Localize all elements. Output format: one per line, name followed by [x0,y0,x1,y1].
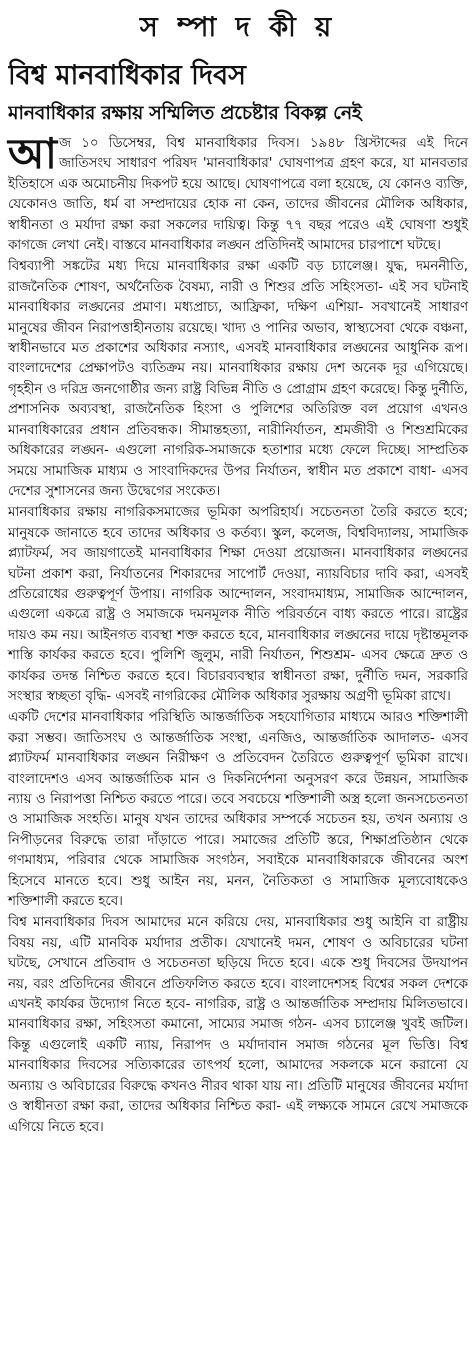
paragraph-1 [8,129,468,256]
paragraph-2: বিশ্বব্যাপী সঙ্কটের মধ্য দিয়ে মানবাধিকার রক্ষা একটি বড় চ্যালেঞ্জ। যুদ্ধ, দমননীতি, রাজনৈতিক শোষণ, অর্থনৈতিক বৈষম্য, নারী ও শিশুর প্রতি সহিংসতা- এই সব ঘটনাই মানবাধিকার লঙ্ঘনের প্রমাণ। মধ্যপ্রাচ্য, আফ্রিকা, দক্ষিণ এশিয়া- সবখানেই সাধারণ মানুষের জীবন নিরাপত্তাহীনতায় রয়েছে। খাদ্য ও পানির অভাব, স্বাস্থ্যসেবা থেকে বঞ্চনা, স্বাধীনভাবে মত প্রকাশের অধিকার নস্যাৎ, এসবই মানবাধিকার লঙ্ঘনের আধুনিক রূপ। বাংলাদেশের প্রেক্ষাপটও ব্যতিক্রম নয়। মানবাধিকার রক্ষায় দেশ অনেক দূর এগিয়েছে। গৃহহীন ও দরিদ্র জনগোষ্ঠীর জন্য রাষ্ট্র বিভিন্ন নীতি ও প্রোগ্রাম গ্রহণ করেছে। কিন্তু দুর্নীতি, প্রশাসনিক অব্যবস্থা, রাজনৈতিক হিংসা ও পুলিশের অতিরিক্ত বল প্রয়োগ এখনও মানবাধিকারের প্রধান প্রতিবন্ধক। সীমান্তহত্যা, নারীনির্যাতন, শ্রমজীবী ও শিশুশ্রমিকের অধিকারের লঙ্ঘন- এগুলো নাগরিক-সমাজকে হতাশার মধ্যে ফেলে দিচ্ছে। সাম্প্রতিক সময়ে সামাজিক মাধ্যম ও সাংবাদিকদের উপর নির্যাতন, স্বাধীন মত প্রকাশে বাধা- এসব দেশের সুশাসনের জন্য উদ্বেগের সংকেত। [8,259,468,499]
paragraph-text: জ ১০ ডিসেম্বর, বিশ্ব মানবাধিকার দিবস। ১৯৪৮ খ্রিস্টাব্দের এই দিনে জাতিসংঘ সাধারণ পরিষদ 'মানবাধিকার' ঘোষণাপত্র গ্রহণ করে, যা মানবতার ইতিহাসে এক অমোচনীয় দিকপট হয়ে আছে। ঘোষণাপত্রে বলা হয়েছে, যে কোনও ব্যক্তি, যেকোনও জাতি, ধর্ম বা সম্প্রদায়ের হোক না কেন, তাদের জীবনের মৌলিক অধিকার, স্বাধীনতা ও মর্যাদা রক্ষা করা সকলের দায়িত্ব। কিন্তু ৭৭ বছর পরেও এই ঘোষণা শুধুই কাগজে লেখা নেই। বাস্তবে মানবাধিকার লঙ্ঘন প্রতিদিনই আমাদের চারপাশে ঘটছে। [8,136,468,254]
headline: বিশ্ব মানবাধিকার দিবস [8,60,246,91]
paragraph-3: মানবাধিকার রক্ষায় নাগরিকসমাজের ভূমিকা অপরিহার্য। সচেতনতা তৈরি করতে হবে; মানুষকে জানাতে হবে তাদের অধিকার ও কর্তব্য। স্কুল, কলেজ, বিশ্ববিদ্যালয়, সামাজিক প্ল্যাটফর্ম, সব জায়গাতেই মানবাধিকার শিক্ষা দেওয়া প্রয়োজন। মানবাধিকার লঙ্ঘনের ঘটনা প্রকাশ করা, নির্যাতনের শিকারদের সাপোর্ট দেওয়া, ন্যায়বিচার দাবি করা, এসবই প্রতিরোধের গুরুত্বপূর্ণ উপায়। নাগরিক আন্দোলন, সংবাদমাধ্যম, সামাজিক আন্দোলন, এগুলো একত্রে রাষ্ট্র ও সমাজকে দমনমূলক নীতি পরিবর্তনে বাধ্য করতে পারে। রাষ্ট্রের দায়ও কম নয়। আইনগত ব্যবস্থা শক্ত করতে হবে, মানবাধিকার লঙ্ঘনের দায়ে দৃষ্টান্তমূলক শাস্তি কার্যকর করতে হবে। পুলিশি জুলুম, নারী নির্যাতন, শিশুশ্রম- এসব ক্ষেত্রে দ্রুত ও কার্যকর তদন্ত নিশ্চিত করতে হবে। বিচারব্যবস্থার স্বাধীনতা রক্ষা, দুর্নীতি দমন, সরকারি সংস্থার স্বচ্ছতা বৃদ্ধি- এসবই নাগরিকের মৌলিক অধিকার সুরক্ষায় অগ্রণী ভূমিকা রাখে। [8,505,468,704]
paragraph-4: একটি দেশের মানবাধিকার পরিস্থিতি আন্তর্জাতিক সহযোগিতার মাধ্যমে আরও শক্তিশালী করা সম্ভব। জাতিসংঘ ও আন্তর্জাতিক সংস্থা, এনজিও, আন্তর্জাতিক আদালত- এসব প্ল্যাটফর্ম মানবাধিকার লঙ্ঘন নিরীক্ষণ ও প্রতিবেদন তৈরিতে গুরুত্বপূর্ণ ভূমিকা রাখে। বাংলাদেশও এসব আন্তর্জাতিক মান ও দিকনির্দেশনা অনুসরণ করে উন্নয়ন, সামাজিক ন্যায় ও নিরাপত্তা নিশ্চিত করতে পারে। তবে সবচেয়ে শক্তিশালী অস্ত্র হলো জনসচেতনতা ও সামাজিক সংহতি। মানুষ যখন তাদের অধিকার সম্পর্কে সচেতন হয়, তখন অন্যায় ও নিপীড়নের বিরুদ্ধে তারা দাঁড়াতে পারে। সমাজের প্রতিটি স্তরে, শিক্ষাপ্রতিষ্ঠান থেকে গণমাধ্যম, পরিবার থেকে সামাজিক সংগঠন, সবাইকে মানবাধিকারকে জীবনের অংশ হিসেবে মানতে হবে। শুধু আইন নয়, মনন, নৈতিকতা ও সামাজিক মূল্যবোধকেও শক্তিশালী করতে হবে। [8,710,468,910]
drop-cap: আ [8,129,57,178]
article-body [8,129,468,1138]
paragraph-5: বিশ্ব মানবাধিকার দিবস আমাদের মনে করিয়ে দেয়, মানবাধিকার শুধু আইনি বা রাষ্ট্রীয় বিষয় নয়, এটি মানবিক মর্যাদার প্রতীক। যেখানেই দমন, শোষণ ও অবিচারের ঘটনা ঘটছে, সেখানে প্রতিবাদ ও সচেতনতা ছড়িয়ে দিতে হবে। একে শুধু দিবসের উদযাপন নয়, বরং প্রতিদিনের জীবনে প্রতিফলিত করতে হবে। বাংলাদেশসহ বিশ্বের সকল দেশকে এখনই কার্যকর উদ্যোগ নিতে হবে- নাগরিক, রাষ্ট্র ও আন্তর্জাতিক সম্প্রদায় মিলিতভাবে। মানবাধিকার রক্ষা, সহিংসতা কমানো, সাম্যের সমাজ গঠন- এসব চ্যালেঞ্জ খুবই জটিল। কিন্তু এগুলোই একটি ন্যায়, নিরাপদ ও মর্যাদাবান সমাজ গঠনের মূল ভিত্তি। বিশ্ব মানবাধিকার দিবসের সত্যিকারের তাৎপর্য হলো, আমাদের সকলকে মনে করানো যে অন্যায় ও অবিচারের বিরুদ্ধে কখনও নীরব থাকা যায় না। প্রতিটি মানুষের জীবনের মর্যাদা ও স্বাধীনতা রক্ষা করা, তাদের অধিকার নিশ্চিত করা- এই লক্ষ্যকে সামনে রেখে সমাজকে এগিয়ে নিতে হবে। [8,915,468,1135]
section-label: স ম্পা দ কী য় [139,12,337,43]
subheadline: মানবাধিকার রক্ষায় সম্মিলিত প্রচেষ্টার বিকল্প নেই [8,102,362,124]
